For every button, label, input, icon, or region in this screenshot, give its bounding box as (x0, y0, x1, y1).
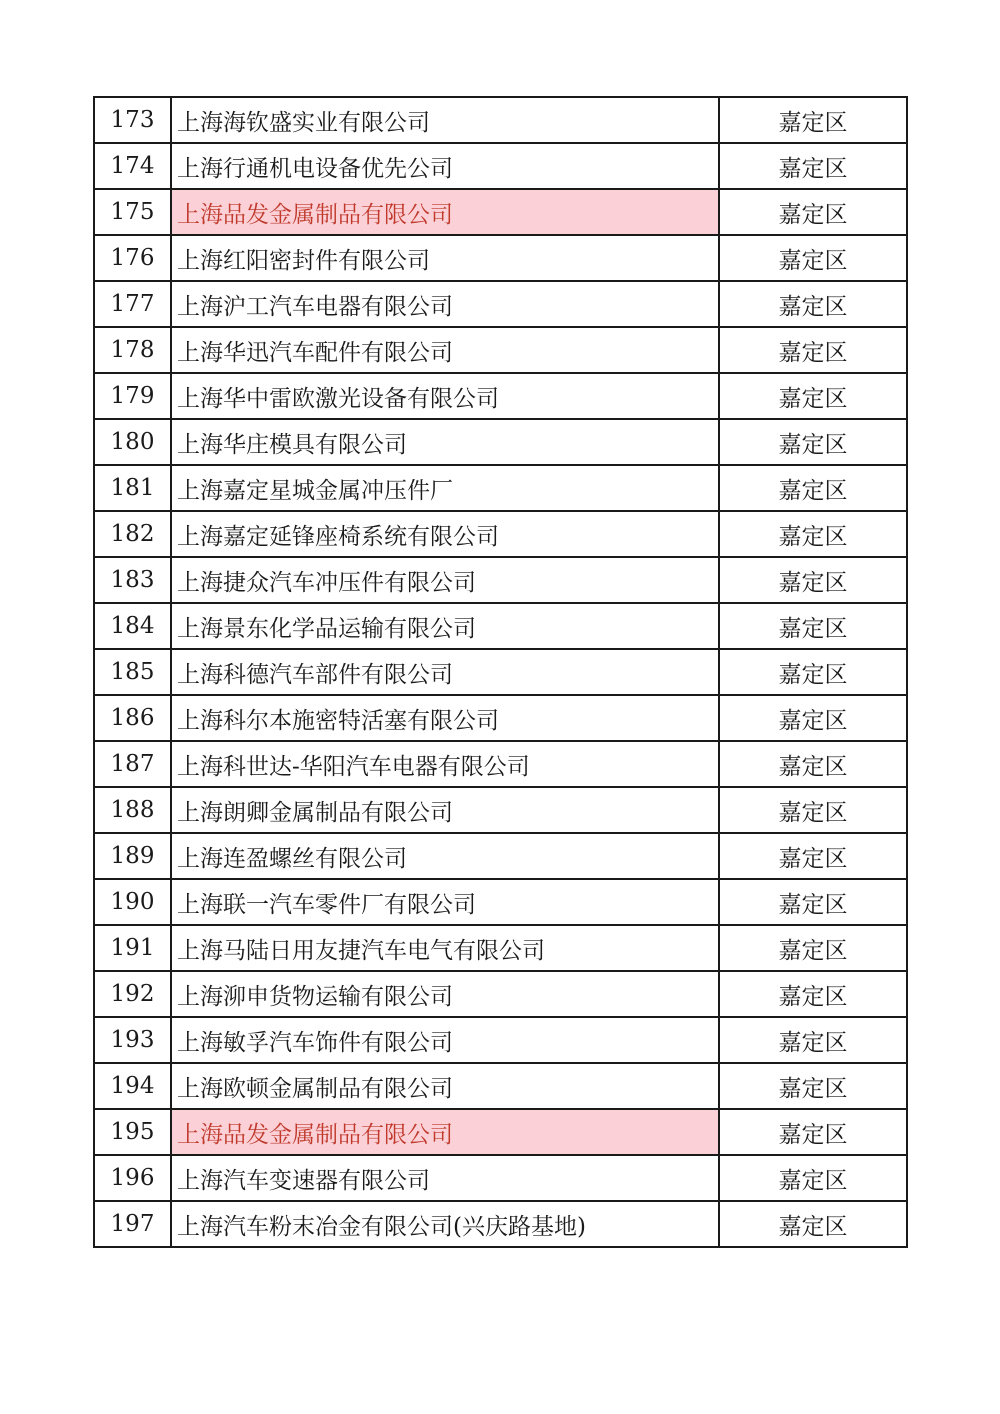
company-name: 上海景东化学品运输有限公司 (171, 603, 719, 649)
row-number: 196 (94, 1155, 171, 1201)
row-number: 190 (94, 879, 171, 925)
company-name: 上海捷众汽车冲压件有限公司 (171, 557, 719, 603)
company-name: 上海行通机电设备优先公司 (171, 143, 719, 189)
district: 嘉定区 (719, 833, 907, 879)
row-number: 180 (94, 419, 171, 465)
table-row (94, 419, 907, 465)
table-row (94, 189, 907, 235)
district: 嘉定区 (719, 649, 907, 695)
row-number: 182 (94, 511, 171, 557)
company-name: 上海泖申货物运输有限公司 (171, 971, 719, 1017)
company-name: 上海联一汽车零件厂有限公司 (171, 879, 719, 925)
table-row (94, 465, 907, 511)
district: 嘉定区 (719, 557, 907, 603)
district: 嘉定区 (719, 1201, 907, 1247)
district: 嘉定区 (719, 327, 907, 373)
company-name: 上海嘉定星城金属冲压件厂 (171, 465, 719, 511)
district: 嘉定区 (719, 373, 907, 419)
company-name: 上海科德汽车部件有限公司 (171, 649, 719, 695)
table-row (94, 1201, 907, 1247)
district: 嘉定区 (719, 235, 907, 281)
company-name: 上海马陆日用友捷汽车电气有限公司 (171, 925, 719, 971)
district: 嘉定区 (719, 1155, 907, 1201)
row-number: 183 (94, 557, 171, 603)
district: 嘉定区 (719, 695, 907, 741)
row-number: 195 (94, 1109, 171, 1155)
company-name: 上海华迅汽车配件有限公司 (171, 327, 719, 373)
district: 嘉定区 (719, 143, 907, 189)
company-name: 上海汽车粉末冶金有限公司(兴庆路基地) (171, 1201, 719, 1247)
company-name: 上海科世达-华阳汽车电器有限公司 (171, 741, 719, 787)
district: 嘉定区 (719, 1017, 907, 1063)
district: 嘉定区 (719, 741, 907, 787)
row-number: 191 (94, 925, 171, 971)
row-number: 185 (94, 649, 171, 695)
table-row (94, 557, 907, 603)
row-number: 177 (94, 281, 171, 327)
table-row (94, 787, 907, 833)
table-row (94, 1109, 907, 1155)
table-row (94, 143, 907, 189)
table-row (94, 327, 907, 373)
district: 嘉定区 (719, 97, 907, 143)
district: 嘉定区 (719, 465, 907, 511)
table-row (94, 603, 907, 649)
company-name: 上海红阳密封件有限公司 (171, 235, 719, 281)
row-number: 173 (94, 97, 171, 143)
row-number: 192 (94, 971, 171, 1017)
row-number: 193 (94, 1017, 171, 1063)
company-name: 上海嘉定延锋座椅系统有限公司 (171, 511, 719, 557)
row-number: 197 (94, 1201, 171, 1247)
company-name: 上海连盈螺丝有限公司 (171, 833, 719, 879)
company-name: 上海沪工汽车电器有限公司 (171, 281, 719, 327)
row-number: 179 (94, 373, 171, 419)
row-number: 194 (94, 1063, 171, 1109)
row-number: 184 (94, 603, 171, 649)
district: 嘉定区 (719, 511, 907, 557)
table-row (94, 511, 907, 557)
table-row (94, 1155, 907, 1201)
company-list-table (93, 96, 908, 1248)
district: 嘉定区 (719, 925, 907, 971)
district: 嘉定区 (719, 971, 907, 1017)
table-row (94, 235, 907, 281)
row-number: 188 (94, 787, 171, 833)
district: 嘉定区 (719, 281, 907, 327)
district: 嘉定区 (719, 787, 907, 833)
row-number: 178 (94, 327, 171, 373)
table-row (94, 97, 907, 143)
company-name: 上海华庄模具有限公司 (171, 419, 719, 465)
table-row (94, 281, 907, 327)
table-row (94, 741, 907, 787)
company-name: 上海汽车变速器有限公司 (171, 1155, 719, 1201)
row-number: 181 (94, 465, 171, 511)
district: 嘉定区 (719, 1063, 907, 1109)
district: 嘉定区 (719, 603, 907, 649)
company-name: 上海敏孚汽车饰件有限公司 (171, 1017, 719, 1063)
table-row (94, 649, 907, 695)
table-row (94, 971, 907, 1017)
district: 嘉定区 (719, 189, 907, 235)
row-number: 175 (94, 189, 171, 235)
row-number: 186 (94, 695, 171, 741)
company-name-highlighted: 上海品发金属制品有限公司 (171, 1109, 719, 1155)
table-row (94, 695, 907, 741)
row-number: 176 (94, 235, 171, 281)
district: 嘉定区 (719, 1109, 907, 1155)
row-number: 189 (94, 833, 171, 879)
company-name: 上海科尔本施密特活塞有限公司 (171, 695, 719, 741)
table-row (94, 1017, 907, 1063)
table-body (94, 97, 907, 1247)
company-name: 上海华中雷欧激光设备有限公司 (171, 373, 719, 419)
table-row (94, 879, 907, 925)
district: 嘉定区 (719, 879, 907, 925)
table-row (94, 833, 907, 879)
company-name-highlighted: 上海品发金属制品有限公司 (171, 189, 719, 235)
table-row (94, 925, 907, 971)
company-name: 上海欧顿金属制品有限公司 (171, 1063, 719, 1109)
company-name: 上海海钦盛实业有限公司 (171, 97, 719, 143)
row-number: 174 (94, 143, 171, 189)
row-number: 187 (94, 741, 171, 787)
table-row (94, 1063, 907, 1109)
company-name: 上海朗卿金属制品有限公司 (171, 787, 719, 833)
district: 嘉定区 (719, 419, 907, 465)
table-row (94, 373, 907, 419)
